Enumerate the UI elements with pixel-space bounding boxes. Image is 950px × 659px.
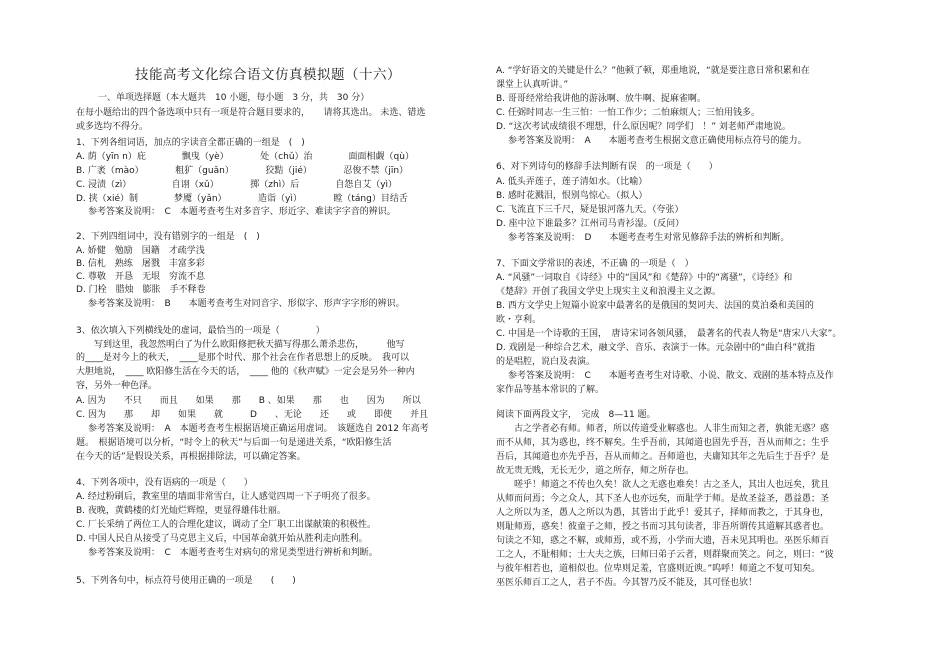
reading-passage-p2: 工之人，不耻相师；士大夫之族，曰师曰弟子云者，则群聚而笑之。问之，则曰：“彼 [496, 550, 834, 560]
question-6-answer: 参考答案及说明： D 本题考查考生对常见修辞手法的辨析和判断。 [508, 233, 790, 243]
question-6-option-d: D. 座中泣下谁最多？江州司马青衫湿。（反问） [496, 219, 685, 229]
question-1-option-d: D. 挟（xié）制 梦魇（yǎn） 造诣（yì） 瞠（táng）目结舌 [76, 194, 408, 204]
reading-passage-p2: 巫医乐师百工之人，君子不齿。今其智乃反不能及，其可怪也欤！ [496, 578, 758, 588]
question-6-option-b: B. 感时花溅泪，恨别鸟惊心。（拟人） [496, 191, 648, 201]
question-7-option-b: B. 西方文学史上短篇小说家中最著名的是俄国的契诃夫、法国的莫泊桑和美国的 [496, 301, 814, 311]
question-1-option-a: A. 荫（yīn n）庇 飘曳（yè） 处（chǔ）治 面面相觑（qù） [76, 152, 414, 162]
reading-passage-p1: 吾后，其闻道也亦先乎吾，吾从而师之。吾师道也，夫庸知其年之先后生于吾乎？是 [496, 452, 830, 462]
reading-passage-p1: 古之学者必有师。师者，所以传道受业解惑也。人非生而知之者，孰能无惑？惑 [514, 424, 830, 434]
question-6-option-c: C. 飞流直下三千尺，疑是银河落九天。（夸张） [496, 205, 684, 215]
question-4-option-c: C. 厂长采纳了两位工人的合理化建议，调动了全厂职工出谋献策的积极性。 [76, 520, 377, 530]
reading-passage-p1: 故无贵无贱，无长无少，道之所存，师之所存也。 [496, 466, 695, 476]
question-3-options-cd: C. 因为 那 却 如果 就 D 、无论 还 或 即使 并且 [76, 410, 428, 420]
question-1-stem: 1、下列各组词语，加点的字读音全都正确的一组是 ( ) [76, 138, 305, 148]
question-2-option-b: B. 信札 熟练 屠戮 丰富多彩 [76, 259, 205, 269]
question-1-answer: 参考答案及说明： C 本题考查考生对多音字、形近字、难读字字音的辨识。 [88, 207, 396, 217]
question-5-stem: 5、下列各句中，标点符号使用正确的一项是 ( ) [76, 576, 296, 586]
question-3-passage: 的____是对今上的秋天， ____是那个时代、那个社会在作者思想上的反映。 我可以 [76, 353, 410, 363]
question-2-option-d: D. 门栓 腊烛 膨胀 手不释卷 [76, 285, 206, 295]
question-3-passage: 写到这里，我忽然明白了为什么欧阳修把秋天描写得那么萧杀悲伤， 他写 [94, 340, 405, 350]
reading-passage-p2: 则耻师焉，惑矣！彼童子之师，授之书而习其句读者，非吾所谓传其道解其惑者也。 [496, 522, 830, 532]
question-2-option-a: A. 娇健 勉励 国籍 才疏学浅 [76, 246, 205, 256]
question-3-stem: 3、依次填入下列横线处的虚词，最恰当的一项是（ ） [76, 326, 325, 336]
question-2-answer: 参考答案及说明： B 本题考查考生对同音字、形似字、形声字字形的辨识。 [88, 299, 405, 309]
reading-passage-p2: 句读之不知，惑之不解，或师焉，或不焉，小学而大遗，吾未见其明也。巫医乐师百 [496, 536, 830, 546]
question-7-answer: 家作品等基本常识的了解。 [496, 385, 605, 395]
question-4-stem: 4、下列各项中，没有语病的一项是（ ） [76, 478, 253, 488]
reading-passage-p2: 嗟乎！师道之不传也久矣！欲人之无惑也难矣！古之圣人，其出人也远矣，犹且 [514, 480, 830, 490]
question-3-passage: 大胆地说， ____ 欧阳修生活在今天的话， ____ 他的《秋声赋》一定会是另外一种内 [76, 367, 415, 377]
question-5-option-a: 课堂上认真听讲。” [496, 80, 569, 90]
question-5-answer: 参考答案及说明： A 本题考查考生根据文意正确使用标点符号的能力。 [508, 136, 807, 146]
question-7-answer: 参考答案及说明： C 本题考查考生对诗歌、小说、散文、戏剧的基本特点及作 [508, 371, 834, 381]
question-3-answer: 题。 根据语境可以分析，“时令上的秋天”与后面一句是递进关系，“欧阳修生活 [76, 438, 392, 448]
instructions-line: 或多选均不得分。 [76, 122, 149, 132]
question-5-option-b: B. 哥哥经常给我讲他的游泳啊、放牛啊、捉麻雀啊。 [496, 94, 706, 104]
question-3-passage: 容，另外一种色泽。 [76, 381, 158, 391]
question-5-option-a: A. “学好语文的关键是什么？”他顿了顿，郑重地说，“就是要注意日常积累和在 [496, 66, 810, 76]
question-4-option-b: B. 夜晚，黄鹤楼的灯光灿烂辉煌，更显得雄伟壮丽。 [76, 506, 286, 516]
question-1-option-b: B. 广袤（mào） 粗犷（guǎn） 狡黠（jié） 忍俊不禁（jīn） [76, 166, 409, 176]
question-2-stem: 2、下列四组词中，没有错别字的一组是 ( ) [76, 232, 260, 242]
reading-passage-p2: 从师而问焉；今之众人，其下圣人也亦远矣，而耻学于师。是故圣益圣，愚益愚；圣 [496, 494, 830, 504]
reading-passage-p1: 而不从师，其为惑也，终不解矣。生乎吾前，其闻道也固先乎吾，吾从而师之；生乎 [496, 438, 830, 448]
question-1-option-c: C. 浸渍（zì） 自诩（xǔ） 掷（zhì）后 自怨自艾（yì） [76, 180, 398, 190]
question-7-option-a: A. “风骚”一词取自《诗经》中的“国风”和《楚辞》中的“离骚”，《诗经》和 [496, 273, 793, 283]
question-6-stem: 6、对下列诗句的修辞手法判断有误 的一项是（ ） [496, 162, 718, 172]
question-7-option-d: D. 戏剧是一种综合艺术，融文学、音乐、表演于一体。元杂剧中的“曲白科”就指 [496, 343, 815, 353]
question-3-options-ab: A. 因为 不只 而且 如果 那 B 、如果 那 也 因为 所以 [76, 396, 421, 406]
question-4-option-a: A. 经过粉刷后，教室里的墙面非常雪白，让人感觉四周一下子明亮了很多。 [76, 492, 376, 502]
question-4-option-d: D. 中国人民自从接受了马克思主义后，中国革命就开始从胜利走向胜利。 [76, 534, 368, 544]
reading-passage-p2: 人之所以为圣，愚人之所以为愚，其皆出于此乎！爱其子，择师而教之，于其身也， [496, 508, 830, 518]
reading-instructions: 阅读下面两段文字， 完成 8—11 题。 [496, 410, 656, 420]
question-7-option-c: C. 中国是一个诗歌的王国， 唐诗宋词各领风骚， 最著名的代表人物是“唐宋八大家”。 [496, 329, 842, 339]
question-2-option-c: C. 尊敬 开恳 无垠 穷流不息 [76, 272, 206, 282]
question-5-option-c: C. 任弼时同志一生三怕：一怕工作少；二怕麻烦人；三怕用钱多。 [496, 108, 761, 118]
question-4-answer: 参考答案及说明： C 本题考查考生对病句的常见类型进行辨析和判断。 [88, 548, 378, 558]
question-6-option-a: A. 低头弄莲子，莲子清如水。（比喻） [496, 177, 648, 187]
reading-passage-p2: 与彼年相若也，道相似也。位卑则足羞，官盛则近谀。”呜呼！师道之不复可知矣。 [496, 564, 821, 574]
question-3-answer: 在今天的话”是假设关系，再根据排除法，可以确定答案。 [76, 452, 306, 462]
question-3-answer: 参考答案及说明： A 本题考查考生根据语境正确运用虚词。 该题选自 2012 年高考 [88, 424, 429, 434]
instructions-line: 在每小题给出的四个备选项中只有一项是符合题目要求的， 请将其选出。 未选、错选 [76, 108, 426, 118]
question-7-option-b: 欧・亨利。 [496, 315, 542, 325]
section-heading: 一、单项选择题（本大题共 10 小题，每小题 3 分，共 30 分） [98, 93, 370, 103]
question-5-option-d: D. “这次考试成绩很不理想，什么原因呢？同学们 ！” 刘老师严肃地说。 [496, 122, 791, 132]
page-title: 技能高考文化综合语文仿真模拟题（十六） [135, 67, 401, 83]
question-7-option-a: 《楚辞》开创了我国文学史上现实主义和浪漫主义之源。 [496, 287, 722, 297]
question-7-stem: 7、下面文学常识的表述，不正确 的一项是（ ） [496, 259, 694, 269]
question-7-option-d: 的是唱腔，说白及表演。 [496, 357, 596, 367]
